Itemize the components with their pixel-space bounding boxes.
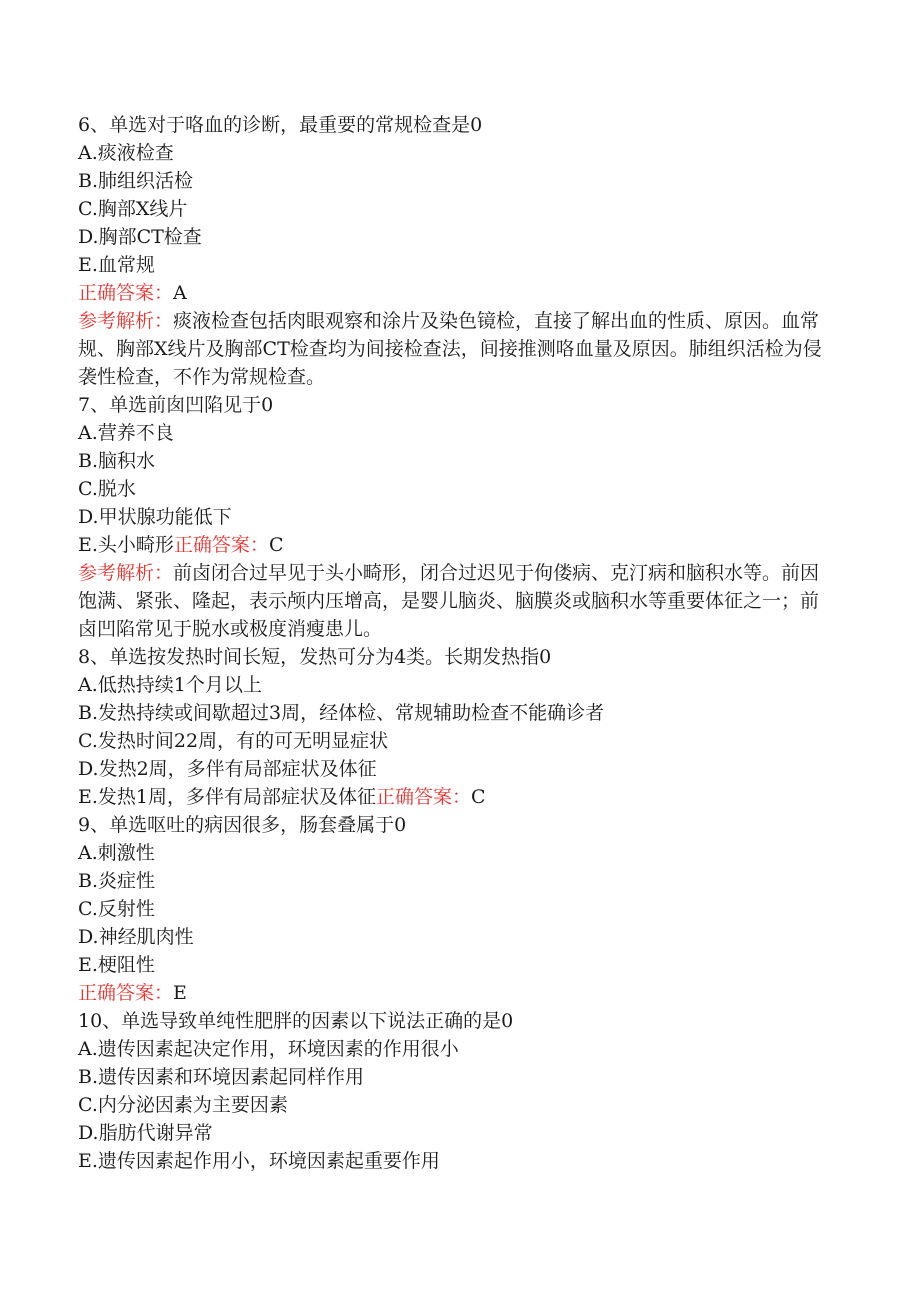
option-e: E.血常规 — [78, 254, 155, 276]
option-b: B.肺组织活检 — [78, 170, 194, 192]
option-a: A.痰液检查 — [78, 142, 174, 164]
analysis-label: 参考解析： — [78, 310, 174, 332]
option-b: B.发热持续或间歇超过3周，经体检、常规辅助检查不能确诊者 — [78, 702, 605, 724]
option-d: D.发热2周，多伴有局部症状及体征 — [78, 758, 377, 780]
answer-label: 正确答案： — [78, 282, 174, 304]
option-c: C.反射性 — [78, 898, 155, 920]
analysis-text: 前卤闭合过早见于头小畸形，闭合过迟见于佝偻病、克汀病和脑积水等。前因饱满、紧张、隆起，表示颅内压增高，是婴儿脑炎、脑膜炎或脑积水等重要体征之一；前卤凹陷常见于脱水或极度消瘦患儿。 — [78, 562, 820, 640]
answer-value: A — [173, 282, 187, 304]
question-stem: 9、单选呕吐的病因很多，肠套叠属于0 — [78, 814, 407, 836]
answer-label: 正确答案： — [173, 534, 269, 556]
option-e: E.遗传因素起作用小，环境因素起重要作用 — [78, 1150, 440, 1172]
option-a: A.刺激性 — [78, 842, 155, 864]
answer-value: C — [268, 534, 284, 556]
question-stem: 10、单选导致单纯性肥胖的因素以下说法正确的是0 — [78, 1010, 514, 1032]
correct-answer — [78, 979, 828, 1007]
answer-value: C — [471, 786, 486, 808]
question-stem: 6、单选对于咯血的诊断，最重要的常规检查是0 — [78, 114, 483, 136]
analysis — [78, 559, 828, 643]
answer-label: 正确答案： — [78, 982, 174, 1004]
option-e-with-answer — [78, 531, 828, 559]
option-c: C.内分泌因素为主要因素 — [78, 1094, 288, 1116]
correct-answer — [78, 279, 828, 307]
option-d: D.脂肪代谢异常 — [78, 1122, 213, 1144]
option-b: B.炎症性 — [78, 870, 156, 892]
option-e-with-answer — [78, 783, 828, 811]
answer-label: 正确答案： — [376, 786, 472, 808]
option-a: A.遗传因素起决定作用，环境因素的作用很小 — [78, 1038, 459, 1060]
option-d: D.甲状腺功能低下 — [78, 506, 232, 528]
option-d: D.胸部CT检查 — [78, 226, 202, 248]
option-e: E.梗阻性 — [78, 954, 155, 976]
analysis — [78, 307, 828, 391]
document-page — [78, 111, 828, 1175]
answer-value: E — [173, 982, 187, 1004]
option-a: A.营养不良 — [78, 422, 174, 444]
option-c: C.发热时间22周，有的可无明显症状 — [78, 730, 389, 752]
option-b: B.遗传因素和环境因素起同样作用 — [78, 1066, 365, 1088]
option-c: C.脱水 — [78, 478, 136, 500]
analysis-text: 痰液检查包括肉眼观察和涂片及染色镜检，直接了解出血的性质、原因。血常规、胸部X线片及胸部CT检查均为间接检查法，间接推测咯血量及原因。肺组织活检为侵袭性检查，不作为常规检查。 — [78, 310, 822, 388]
question-stem: 7、单选前囱凹陷见于0 — [78, 394, 274, 416]
option-d: D.神经肌肉性 — [78, 926, 194, 948]
analysis-label: 参考解析： — [78, 562, 174, 584]
option-a: A.低热持续1个月以上 — [78, 674, 262, 696]
option-c: C.胸部X线片 — [78, 198, 188, 220]
option-b: B.脑积水 — [78, 450, 156, 472]
option-e: E.头小畸形 — [78, 534, 174, 556]
option-e: E.发热1周，多伴有局部症状及体征 — [78, 786, 376, 808]
question-stem: 8、单选按发热时间长短，发热可分为4类。长期发热指0 — [78, 646, 552, 668]
